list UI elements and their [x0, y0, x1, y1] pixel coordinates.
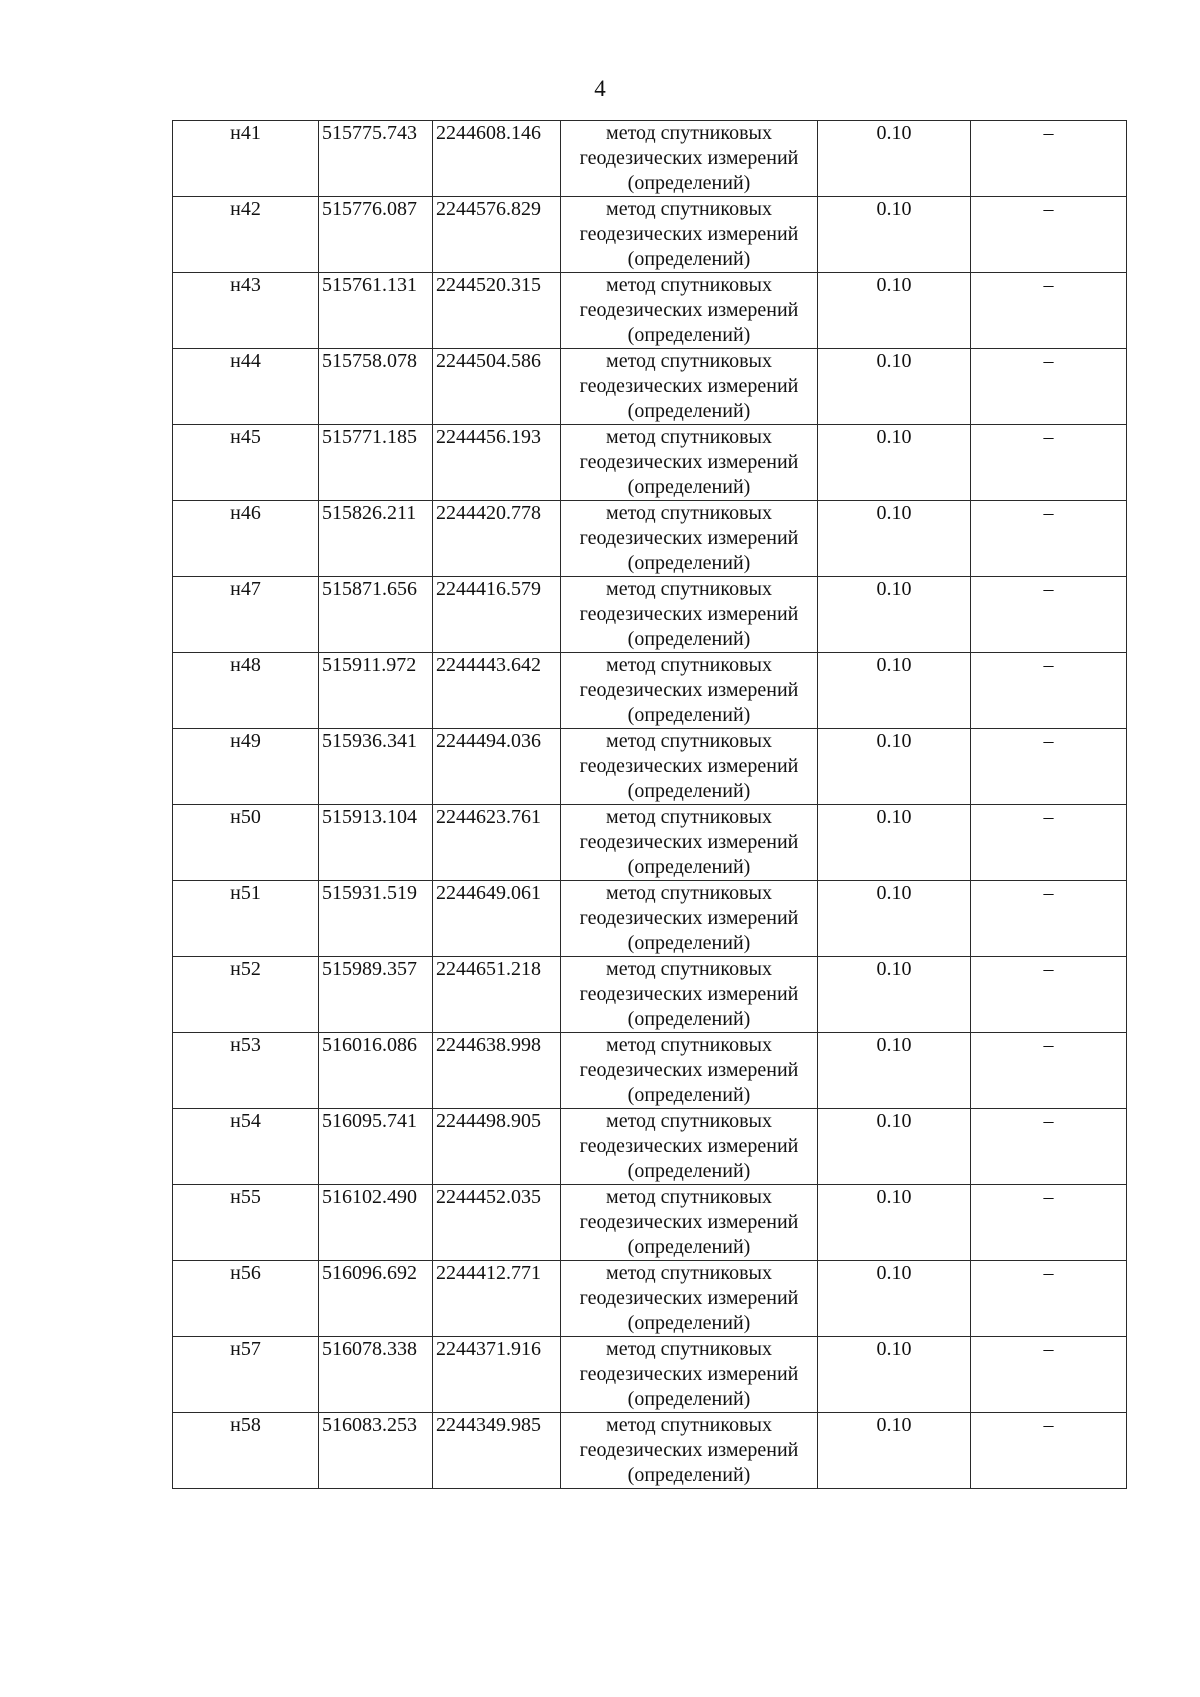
y-coordinate-cell: 2244443.642 [433, 653, 561, 729]
accuracy-cell: 0.10 [818, 729, 971, 805]
table-row [173, 1413, 1127, 1489]
method-cell [561, 805, 818, 881]
method-text-line: геодезических измерений [579, 603, 799, 625]
method-cell [561, 425, 818, 501]
table-row [173, 1033, 1127, 1109]
note-cell: – [971, 1413, 1127, 1489]
method-text-line: (определений) [627, 400, 751, 422]
accuracy-cell: 0.10 [818, 1337, 971, 1413]
point-name-cell: н46 [173, 501, 319, 577]
method-text-line: геодезических измерений [579, 451, 799, 473]
method-cell [561, 273, 818, 349]
page-number: 4 [594, 76, 606, 101]
accuracy-cell: 0.10 [818, 273, 971, 349]
x-coordinate-cell: 516083.253 [319, 1413, 433, 1489]
note-cell: – [971, 1185, 1127, 1261]
method-text-line: (определений) [627, 1008, 751, 1030]
method-text-line: (определений) [627, 552, 751, 574]
x-coordinate-cell: 515936.341 [319, 729, 433, 805]
method-text-line: геодезических измерений [579, 1363, 799, 1385]
table-row [173, 501, 1127, 577]
method-text-line: метод спутниковых [606, 198, 772, 220]
method-text-line: (определений) [627, 628, 751, 650]
method-text-line: метод спутниковых [606, 1338, 772, 1360]
point-name-cell: н58 [173, 1413, 319, 1489]
point-name-cell: н56 [173, 1261, 319, 1337]
note-cell: – [971, 881, 1127, 957]
y-coordinate-cell: 2244412.771 [433, 1261, 561, 1337]
x-coordinate-cell: 516078.338 [319, 1337, 433, 1413]
method-cell [561, 577, 818, 653]
method-text-line: метод спутниковых [606, 654, 772, 676]
y-coordinate-cell: 2244456.193 [433, 425, 561, 501]
method-text-line: метод спутниковых [606, 578, 772, 600]
method-text-line: (определений) [627, 248, 751, 270]
method-text-line: метод спутниковых [606, 730, 772, 752]
method-text-line: (определений) [627, 780, 751, 802]
method-text-line: (определений) [627, 172, 751, 194]
method-text-line: метод спутниковых [606, 122, 772, 144]
note-cell: – [971, 501, 1127, 577]
accuracy-cell: 0.10 [818, 501, 971, 577]
x-coordinate-cell: 515911.972 [319, 653, 433, 729]
method-text-line: (определений) [627, 704, 751, 726]
method-cell [561, 1185, 818, 1261]
method-cell [561, 197, 818, 273]
x-coordinate-cell: 515758.078 [319, 349, 433, 425]
method-text-line: геодезических измерений [579, 299, 799, 321]
y-coordinate-cell: 2244371.916 [433, 1337, 561, 1413]
table-row [173, 805, 1127, 881]
x-coordinate-cell: 516102.490 [319, 1185, 433, 1261]
accuracy-cell: 0.10 [818, 957, 971, 1033]
table-row [173, 957, 1127, 1033]
accuracy-cell: 0.10 [818, 1413, 971, 1489]
method-text-line: (определений) [627, 324, 751, 346]
method-cell [561, 501, 818, 577]
accuracy-cell: 0.10 [818, 653, 971, 729]
note-cell: – [971, 1033, 1127, 1109]
y-coordinate-cell: 2244504.586 [433, 349, 561, 425]
y-coordinate-cell: 2244608.146 [433, 121, 561, 197]
method-text-line: метод спутниковых [606, 502, 772, 524]
method-cell [561, 1337, 818, 1413]
table-row [173, 1261, 1127, 1337]
method-text-line: метод спутниковых [606, 1186, 772, 1208]
table-row [173, 1109, 1127, 1185]
method-cell [561, 1109, 818, 1185]
y-coordinate-cell: 2244576.829 [433, 197, 561, 273]
point-name-cell: н47 [173, 577, 319, 653]
method-text-line: геодезических измерений [579, 755, 799, 777]
method-text-line: геодезических измерений [579, 1439, 799, 1461]
method-text-line: геодезических измерений [579, 147, 799, 169]
accuracy-cell: 0.10 [818, 1261, 971, 1337]
method-cell [561, 881, 818, 957]
y-coordinate-cell: 2244416.579 [433, 577, 561, 653]
method-text-line: (определений) [627, 1388, 751, 1410]
method-text-line: метод спутниковых [606, 1110, 772, 1132]
accuracy-cell: 0.10 [818, 197, 971, 273]
accuracy-cell: 0.10 [818, 1033, 971, 1109]
point-name-cell: н45 [173, 425, 319, 501]
coordinates-table-body [173, 121, 1127, 1489]
accuracy-cell: 0.10 [818, 425, 971, 501]
point-name-cell: н53 [173, 1033, 319, 1109]
method-text-line: метод спутниковых [606, 1414, 772, 1436]
x-coordinate-cell: 515931.519 [319, 881, 433, 957]
y-coordinate-cell: 2244623.761 [433, 805, 561, 881]
method-text-line: геодезических измерений [579, 1287, 799, 1309]
accuracy-cell: 0.10 [818, 577, 971, 653]
method-text-line: геодезических измерений [579, 1211, 799, 1233]
method-text-line: метод спутниковых [606, 274, 772, 296]
note-cell: – [971, 1261, 1127, 1337]
note-cell: – [971, 197, 1127, 273]
method-text-line: (определений) [627, 1236, 751, 1258]
x-coordinate-cell: 516095.741 [319, 1109, 433, 1185]
method-cell [561, 1261, 818, 1337]
note-cell: – [971, 349, 1127, 425]
method-text-line: метод спутниковых [606, 426, 772, 448]
method-text-line: геодезических измерений [579, 679, 799, 701]
method-cell [561, 121, 818, 197]
note-cell: – [971, 957, 1127, 1033]
accuracy-cell: 0.10 [818, 1185, 971, 1261]
x-coordinate-cell: 515826.211 [319, 501, 433, 577]
table-row [173, 197, 1127, 273]
y-coordinate-cell: 2244649.061 [433, 881, 561, 957]
method-text-line: (определений) [627, 856, 751, 878]
table-row [173, 729, 1127, 805]
method-text-line: метод спутниковых [606, 350, 772, 372]
table-row [173, 1337, 1127, 1413]
note-cell: – [971, 273, 1127, 349]
point-name-cell: н42 [173, 197, 319, 273]
y-coordinate-cell: 2244349.985 [433, 1413, 561, 1489]
table-row [173, 121, 1127, 197]
method-cell [561, 957, 818, 1033]
point-name-cell: н57 [173, 1337, 319, 1413]
method-text-line: геодезических измерений [579, 1059, 799, 1081]
y-coordinate-cell: 2244452.035 [433, 1185, 561, 1261]
method-text-line: (определений) [627, 1084, 751, 1106]
y-coordinate-cell: 2244420.778 [433, 501, 561, 577]
accuracy-cell: 0.10 [818, 805, 971, 881]
method-cell [561, 1413, 818, 1489]
note-cell: – [971, 653, 1127, 729]
table-row [173, 425, 1127, 501]
point-name-cell: н52 [173, 957, 319, 1033]
table-row [173, 1185, 1127, 1261]
method-text-line: (определений) [627, 932, 751, 954]
table-row [173, 653, 1127, 729]
y-coordinate-cell: 2244498.905 [433, 1109, 561, 1185]
method-text-line: геодезических измерений [579, 983, 799, 1005]
note-cell: – [971, 805, 1127, 881]
method-text-line: геодезических измерений [579, 831, 799, 853]
method-text-line: метод спутниковых [606, 1034, 772, 1056]
method-cell [561, 729, 818, 805]
method-text-line: (определений) [627, 476, 751, 498]
method-text-line: (определений) [627, 1312, 751, 1334]
table-row [173, 577, 1127, 653]
method-text-line: метод спутниковых [606, 806, 772, 828]
point-name-cell: н49 [173, 729, 319, 805]
accuracy-cell: 0.10 [818, 349, 971, 425]
point-name-cell: н54 [173, 1109, 319, 1185]
point-name-cell: н48 [173, 653, 319, 729]
x-coordinate-cell: 515761.131 [319, 273, 433, 349]
y-coordinate-cell: 2244520.315 [433, 273, 561, 349]
method-text-line: геодезических измерений [579, 907, 799, 929]
note-cell: – [971, 1337, 1127, 1413]
note-cell: – [971, 1109, 1127, 1185]
table-row [173, 273, 1127, 349]
method-text-line: геодезических измерений [579, 223, 799, 245]
point-name-cell: н41 [173, 121, 319, 197]
method-text-line: метод спутниковых [606, 958, 772, 980]
method-text-line: геодезических измерений [579, 375, 799, 397]
x-coordinate-cell: 515775.743 [319, 121, 433, 197]
y-coordinate-cell: 2244494.036 [433, 729, 561, 805]
x-coordinate-cell: 515776.087 [319, 197, 433, 273]
point-name-cell: н50 [173, 805, 319, 881]
x-coordinate-cell: 516016.086 [319, 1033, 433, 1109]
method-text-line: (определений) [627, 1160, 751, 1182]
y-coordinate-cell: 2244638.998 [433, 1033, 561, 1109]
method-cell [561, 349, 818, 425]
table-row [173, 881, 1127, 957]
x-coordinate-cell: 515771.185 [319, 425, 433, 501]
note-cell: – [971, 577, 1127, 653]
point-name-cell: н55 [173, 1185, 319, 1261]
method-text-line: (определений) [627, 1464, 751, 1486]
table-row [173, 349, 1127, 425]
point-name-cell: н43 [173, 273, 319, 349]
x-coordinate-cell: 516096.692 [319, 1261, 433, 1337]
method-text-line: геодезических измерений [579, 1135, 799, 1157]
method-cell [561, 653, 818, 729]
accuracy-cell: 0.10 [818, 881, 971, 957]
coordinates-table [172, 120, 1127, 1489]
accuracy-cell: 0.10 [818, 1109, 971, 1185]
x-coordinate-cell: 515871.656 [319, 577, 433, 653]
method-text-line: метод спутниковых [606, 882, 772, 904]
method-text-line: метод спутниковых [606, 1262, 772, 1284]
y-coordinate-cell: 2244651.218 [433, 957, 561, 1033]
note-cell: – [971, 121, 1127, 197]
note-cell: – [971, 729, 1127, 805]
x-coordinate-cell: 515989.357 [319, 957, 433, 1033]
method-text-line: геодезических измерений [579, 527, 799, 549]
point-name-cell: н44 [173, 349, 319, 425]
point-name-cell: н51 [173, 881, 319, 957]
method-cell [561, 1033, 818, 1109]
accuracy-cell: 0.10 [818, 121, 971, 197]
x-coordinate-cell: 515913.104 [319, 805, 433, 881]
note-cell: – [971, 425, 1127, 501]
